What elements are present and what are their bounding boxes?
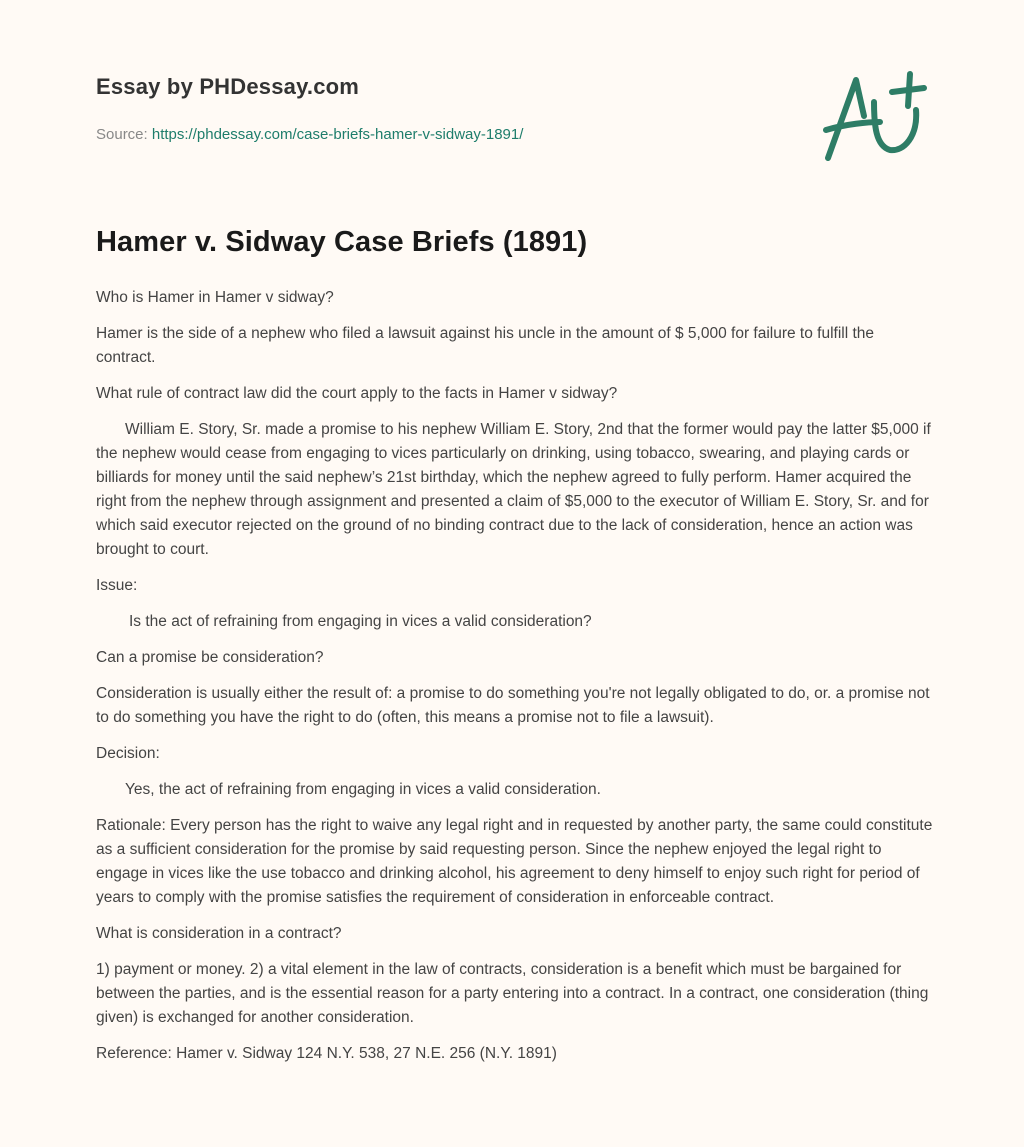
rationale-paragraph: Rationale: Every person has the right to waive any legal right and in requested by another party, the same could constitute as a sufficient consideration for the promise by said requesting person. Since the nephew enjoyed the legal right to engage in vices like the use tobacco and drinking alcohol, his agreement to deny himself to enjoy such right for period of years to comply with the promise satisfies the requirement of consideration in enforceable contract. (96, 817, 933, 906)
a-plus-grade-icon (818, 66, 930, 166)
answer-what-is-consideration: 1) payment or money. 2) a vital element in the law of contracts, consideration is a benefit which must be bargained for between the parties, and is the essential reason for a party entering into a contract. In a contract, one consideration (thing given) is exchanged for another consideration. (96, 961, 929, 1026)
reference-line: Reference: Hamer v. Sidway 124 N.Y. 538, 27 N.E. 256 (N.Y. 1891) (96, 1045, 557, 1062)
question-promise-consideration: Can a promise be consideration? (96, 649, 324, 666)
page-title: Hamer v. Sidway Case Briefs (1891) (96, 226, 588, 258)
question-what-is-consideration: What is consideration in a contract? (96, 925, 342, 942)
brand-title: Essay by PHDessay.com (96, 74, 360, 99)
source-line (96, 126, 936, 143)
header (96, 74, 936, 143)
answer-promise-consideration: Consideration is usually either the result of: a promise to do something you're not legally obligated to do, or. a promise not to do something you have the right to do (often, this means a promise not to file a lawsuit). (96, 685, 930, 726)
question-rule-of-contract: What rule of contract law did the court apply to the facts in Hamer v sidway? (96, 385, 618, 402)
facts-paragraph: William E. Story, Sr. made a promise to his nephew William E. Story, 2nd that the former would pay the latter $5,000 if the nephew would cease from engaging to vices particularly on drinking, using tobacco, swearing, and playing cards or billiards for money until the said nephew’s 21st birthday, which the nephew agreed to fully perform. Hamer acquired the right from the nephew through assignment and presented a claim of $5,000 to the executor of William E. Story, Sr. and for which said executor rejected on the ground of no binding contract due to the lack of consideration, hence an action was brought to court. (96, 421, 931, 558)
issue-text: Is the act of refraining from engaging in vices a valid consideration? (129, 613, 592, 630)
question-who-is-hamer: Who is Hamer in Hamer v sidway? (96, 289, 334, 306)
answer-who-is-hamer: Hamer is the side of a nephew who filed a lawsuit against his uncle in the amount of $ 5,000 for failure to fulfill the contract. (96, 325, 875, 366)
source-link[interactable]: https://phdessay.com/case-briefs-hamer-v-sidway-1891/ (151, 126, 524, 143)
issue-label: Issue: (96, 577, 138, 594)
essay-body (96, 286, 936, 1078)
decision-label: Decision: (96, 745, 160, 762)
decision-text: Yes, the act of refraining from engaging in vices a valid consideration. (125, 781, 601, 798)
source-label: Source: (96, 126, 148, 143)
